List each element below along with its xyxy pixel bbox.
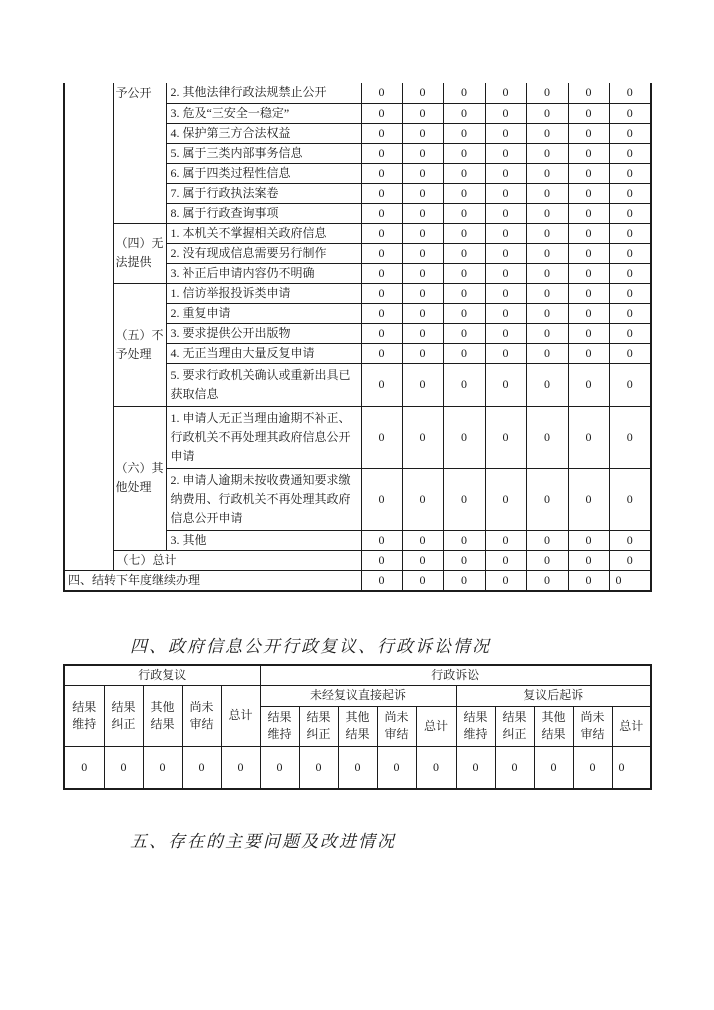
value-cell: 0	[485, 343, 526, 363]
table-row	[64, 746, 651, 789]
value-cell: 0	[443, 283, 485, 303]
value-cell: 0	[402, 343, 443, 363]
value-cell: 0	[443, 406, 485, 468]
value-cell: 0	[568, 143, 609, 163]
value-cell: 0	[416, 746, 456, 789]
value-cell: 0	[526, 263, 568, 283]
litigation-subgroup-header: 复议后起诉	[456, 685, 651, 706]
value-cell: 0	[568, 323, 609, 343]
item-label-cell: 3. 补正后申请内容仍不明确	[166, 263, 361, 283]
item-label-cell: 1. 申请人无正当理由逾期不补正、行政机关不再处理其政府信息公开申请	[166, 406, 361, 468]
outcome-header-cell: 结果纠正	[299, 706, 338, 746]
value-cell: 0	[361, 103, 402, 123]
outcome-header-cell: 结果维持	[260, 706, 299, 746]
value-cell: 0	[526, 550, 568, 570]
item-label-cell: 3. 危及“三安全一稳定”	[166, 103, 361, 123]
value-cell: 0	[361, 303, 402, 323]
value-cell: 0	[402, 183, 443, 203]
outcome-header-cell: 结果纠正	[104, 685, 143, 746]
value-cell: 0	[402, 83, 443, 103]
value-cell: 0	[361, 363, 402, 406]
item-label-cell: 7. 属于行政执法案卷	[166, 183, 361, 203]
value-cell: 0	[526, 183, 568, 203]
outcome-header-cell: 其他结果	[143, 685, 182, 746]
category-cell: 予公开	[113, 83, 166, 223]
value-cell: 0	[361, 323, 402, 343]
outcome-header-cell: 尚未审结	[377, 706, 416, 746]
item-label-cell: 5. 要求行政机关确认或重新出具已获取信息	[166, 363, 361, 406]
value-cell: 0	[361, 530, 402, 550]
value-cell: 0	[443, 103, 485, 123]
total-row-label: （七）总计	[113, 550, 361, 570]
value-cell: 0	[485, 83, 526, 103]
value-cell: 0	[443, 263, 485, 283]
value-cell: 0	[568, 530, 609, 550]
value-cell: 0	[443, 203, 485, 223]
value-cell: 0	[361, 83, 402, 103]
value-cell: 0	[526, 530, 568, 550]
value-cell: 0	[568, 183, 609, 203]
value-cell: 0	[299, 746, 338, 789]
table-row	[64, 685, 651, 706]
value-cell: 0	[609, 406, 651, 468]
value-cell: 0	[485, 163, 526, 183]
litigation-group-header: 行政诉讼	[260, 665, 651, 685]
value-cell: 0	[526, 406, 568, 468]
value-cell: 0	[402, 243, 443, 263]
value-cell: 0	[573, 746, 612, 789]
value-cell: 0	[485, 406, 526, 468]
value-cell: 0	[443, 570, 485, 591]
value-cell: 0	[485, 363, 526, 406]
value-cell: 0	[377, 746, 416, 789]
value-cell: 0	[485, 570, 526, 591]
value-cell: 0	[456, 746, 495, 789]
value-cell: 0	[361, 283, 402, 303]
value-cell: 0	[361, 406, 402, 468]
value-cell: 0	[609, 570, 651, 591]
value-cell: 0	[526, 283, 568, 303]
value-cell: 0	[526, 143, 568, 163]
item-label-cell: 1. 本机关不掌握相关政府信息	[166, 223, 361, 243]
value-cell: 0	[609, 183, 651, 203]
item-label-cell: 3. 其他	[166, 530, 361, 550]
value-cell: 0	[526, 363, 568, 406]
item-label-cell: 2. 重复申请	[166, 303, 361, 323]
review-litigation-table-body	[64, 665, 651, 789]
value-cell: 0	[609, 223, 651, 243]
table-row	[64, 665, 651, 685]
review-group-header: 行政复议	[64, 665, 260, 685]
value-cell: 0	[485, 468, 526, 530]
value-cell: 0	[443, 303, 485, 323]
value-cell: 0	[609, 143, 651, 163]
value-cell: 0	[526, 570, 568, 591]
value-cell: 0	[526, 303, 568, 323]
value-cell: 0	[402, 143, 443, 163]
litigation-subgroup-header: 未经复议直接起诉	[260, 685, 456, 706]
outcome-header-cell: 总计	[416, 706, 456, 746]
table-row	[64, 406, 651, 468]
outcome-header-cell: 其他结果	[534, 706, 573, 746]
value-cell: 0	[609, 343, 651, 363]
value-cell: 0	[402, 203, 443, 223]
value-cell: 0	[361, 183, 402, 203]
value-cell: 0	[104, 746, 143, 789]
value-cell: 0	[485, 303, 526, 323]
value-cell: 0	[568, 343, 609, 363]
value-cell: 0	[485, 183, 526, 203]
value-cell: 0	[402, 468, 443, 530]
table-row	[64, 550, 651, 570]
value-cell: 0	[526, 123, 568, 143]
value-cell: 0	[338, 746, 377, 789]
carryover-row-label: 四、结转下年度继续办理	[64, 570, 361, 591]
value-cell: 0	[443, 123, 485, 143]
outcome-header-cell: 总计	[612, 706, 651, 746]
category-cell: （五）不予处理	[113, 283, 166, 406]
value-cell: 0	[443, 550, 485, 570]
value-cell: 0	[402, 570, 443, 591]
value-cell: 0	[568, 103, 609, 123]
item-label-cell: 8. 属于行政查询事项	[166, 203, 361, 223]
value-cell: 0	[526, 103, 568, 123]
category-cell: （四）无法提供	[113, 223, 166, 283]
value-cell: 0	[402, 323, 443, 343]
section-4-title: 四、政府信息公开行政复议、行政诉讼情况	[130, 637, 491, 656]
value-cell: 0	[402, 123, 443, 143]
table-row	[64, 570, 651, 591]
value-cell: 0	[568, 406, 609, 468]
value-cell: 0	[402, 103, 443, 123]
table-row	[64, 83, 651, 103]
value-cell: 0	[609, 83, 651, 103]
value-cell: 0	[609, 263, 651, 283]
value-cell: 0	[568, 243, 609, 263]
value-cell: 0	[361, 263, 402, 283]
value-cell: 0	[443, 530, 485, 550]
outcome-header-cell: 尚未审结	[182, 685, 221, 746]
value-cell: 0	[221, 746, 260, 789]
value-cell: 0	[485, 223, 526, 243]
value-cell: 0	[526, 323, 568, 343]
value-cell: 0	[526, 163, 568, 183]
value-cell: 0	[568, 163, 609, 183]
item-label-cell: 1. 信访举报投诉类申请	[166, 283, 361, 303]
value-cell: 0	[361, 550, 402, 570]
value-cell: 0	[361, 223, 402, 243]
value-cell: 0	[568, 123, 609, 143]
value-cell: 0	[402, 550, 443, 570]
value-cell: 0	[568, 468, 609, 530]
value-cell: 0	[402, 530, 443, 550]
application-results-table	[63, 83, 652, 592]
outcome-header-cell: 结果维持	[64, 685, 104, 746]
value-cell: 0	[361, 243, 402, 263]
value-cell: 0	[526, 243, 568, 263]
application-results-table-body	[64, 83, 651, 591]
value-cell: 0	[609, 303, 651, 323]
value-cell: 0	[485, 283, 526, 303]
value-cell: 0	[534, 746, 573, 789]
value-cell: 0	[609, 323, 651, 343]
value-cell: 0	[443, 143, 485, 163]
item-label-cell: 2. 没有现成信息需要另行制作	[166, 243, 361, 263]
value-cell: 0	[443, 183, 485, 203]
value-cell: 0	[568, 550, 609, 570]
value-cell: 0	[361, 163, 402, 183]
value-cell: 0	[260, 746, 299, 789]
outcome-header-cell: 结果纠正	[495, 706, 534, 746]
value-cell: 0	[402, 406, 443, 468]
item-label-cell: 2. 申请人逾期未按收费通知要求缴纳费用、行政机关不再处理其政府信息公开申请	[166, 468, 361, 530]
value-cell: 0	[402, 163, 443, 183]
value-cell: 0	[443, 363, 485, 406]
value-cell: 0	[443, 83, 485, 103]
value-cell: 0	[609, 203, 651, 223]
value-cell: 0	[495, 746, 534, 789]
category-cell: （六）其他处理	[113, 406, 166, 550]
value-cell: 0	[443, 343, 485, 363]
outcome-header-cell: 其他结果	[338, 706, 377, 746]
value-cell: 0	[609, 550, 651, 570]
value-cell: 0	[612, 746, 651, 789]
value-cell: 0	[485, 530, 526, 550]
value-cell: 0	[609, 163, 651, 183]
value-cell: 0	[402, 303, 443, 323]
value-cell: 0	[485, 123, 526, 143]
value-cell: 0	[568, 303, 609, 323]
item-label-cell: 4. 无正当理由大量反复申请	[166, 343, 361, 363]
value-cell: 0	[402, 223, 443, 243]
table-row	[64, 283, 651, 303]
value-cell: 0	[485, 103, 526, 123]
value-cell: 0	[182, 746, 221, 789]
table-row	[64, 223, 651, 243]
value-cell: 0	[609, 530, 651, 550]
value-cell: 0	[143, 746, 182, 789]
value-cell: 0	[568, 363, 609, 406]
item-label-cell: 4. 保护第三方合法权益	[166, 123, 361, 143]
value-cell: 0	[485, 550, 526, 570]
value-cell: 0	[609, 123, 651, 143]
value-cell: 0	[402, 283, 443, 303]
value-cell: 0	[402, 363, 443, 406]
value-cell: 0	[485, 263, 526, 283]
value-cell: 0	[526, 343, 568, 363]
outcome-header-cell: 总计	[221, 685, 260, 746]
value-cell: 0	[568, 570, 609, 591]
review-litigation-table	[63, 664, 652, 790]
value-cell: 0	[526, 468, 568, 530]
value-cell: 0	[361, 570, 402, 591]
value-cell: 0	[485, 143, 526, 163]
value-cell: 0	[609, 283, 651, 303]
value-cell: 0	[361, 203, 402, 223]
value-cell: 0	[443, 223, 485, 243]
value-cell: 0	[443, 243, 485, 263]
value-cell: 0	[443, 163, 485, 183]
value-cell: 0	[485, 203, 526, 223]
value-cell: 0	[526, 203, 568, 223]
item-label-cell: 5. 属于三类内部事务信息	[166, 143, 361, 163]
value-cell: 0	[64, 746, 104, 789]
value-cell: 0	[443, 468, 485, 530]
value-cell: 0	[568, 263, 609, 283]
outcome-header-cell: 结果维持	[456, 706, 495, 746]
value-cell: 0	[609, 243, 651, 263]
item-label-cell: 3. 要求提供公开出版物	[166, 323, 361, 343]
outcome-header-cell: 尚未审结	[573, 706, 612, 746]
value-cell: 0	[609, 103, 651, 123]
item-label-cell: 6. 属于四类过程性信息	[166, 163, 361, 183]
value-cell: 0	[609, 468, 651, 530]
item-label-cell: 2. 其他法律行政法规禁止公开	[166, 83, 361, 103]
value-cell: 0	[361, 123, 402, 143]
value-cell: 0	[568, 203, 609, 223]
value-cell: 0	[568, 283, 609, 303]
value-cell: 0	[526, 83, 568, 103]
value-cell: 0	[526, 223, 568, 243]
value-cell: 0	[361, 468, 402, 530]
value-cell: 0	[609, 363, 651, 406]
value-cell: 0	[402, 263, 443, 283]
value-cell: 0	[568, 83, 609, 103]
value-cell: 0	[443, 323, 485, 343]
section-5-title: 五、存在的主要问题及改进情况	[130, 832, 396, 851]
value-cell: 0	[361, 343, 402, 363]
value-cell: 0	[568, 223, 609, 243]
category-continuation-cell	[64, 83, 113, 570]
value-cell: 0	[485, 243, 526, 263]
value-cell: 0	[361, 143, 402, 163]
value-cell: 0	[485, 323, 526, 343]
